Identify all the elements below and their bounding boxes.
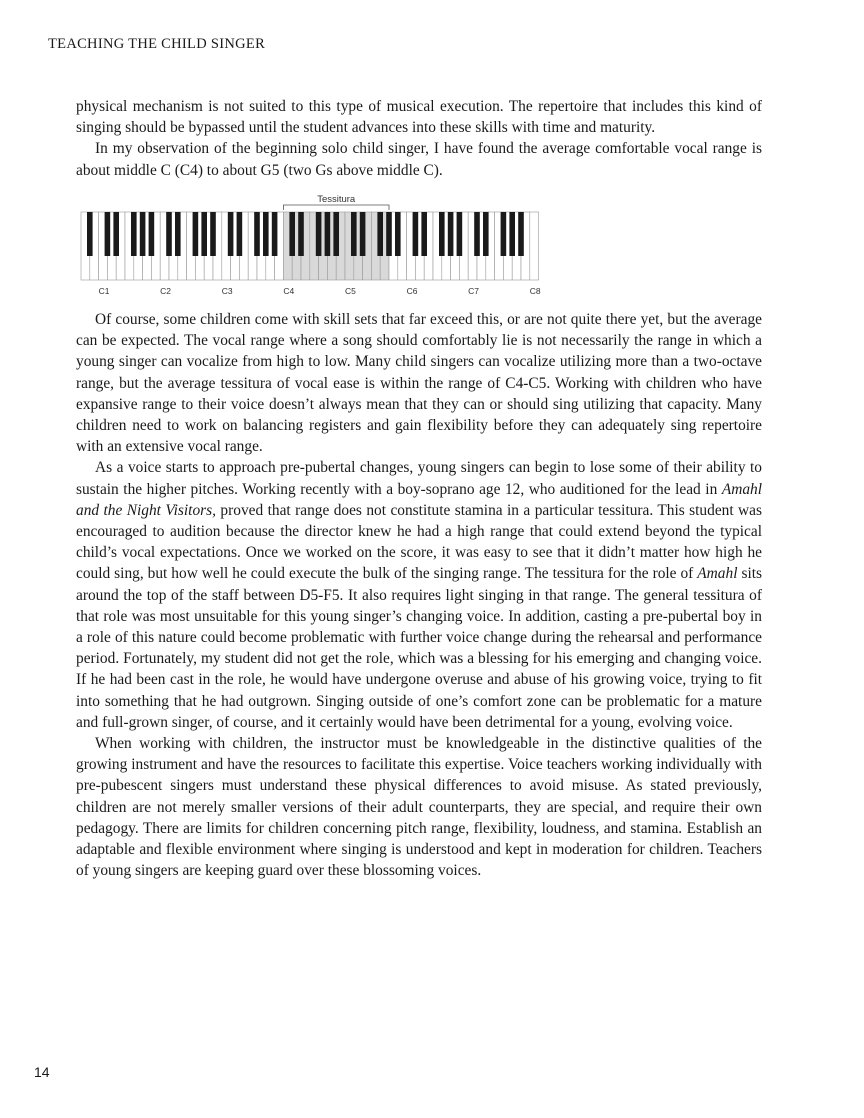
black-key (439, 212, 445, 256)
page-number: 14 (34, 1064, 50, 1080)
work-title: Amahl (697, 565, 738, 583)
running-head: TEACHING THE CHILD SINGER (48, 36, 266, 52)
work-title: Amahl and the Night Visitors, (76, 480, 762, 519)
black-key (351, 212, 357, 256)
black-key (105, 212, 111, 256)
black-key (131, 212, 137, 256)
black-key (237, 212, 243, 256)
black-key (325, 212, 331, 256)
octave-label-c3: C3 (221, 286, 233, 296)
black-key (201, 212, 207, 256)
black-key (457, 212, 463, 256)
tessitura-label: Tessitura (317, 194, 356, 205)
black-key (448, 212, 454, 256)
black-key (333, 212, 339, 256)
piano-keyboard-figure (80, 188, 760, 298)
black-key (518, 212, 524, 256)
black-key (386, 212, 392, 256)
octave-label-c5: C5 (344, 286, 356, 296)
black-key (228, 212, 234, 256)
octave-label-c1: C1 (98, 286, 110, 296)
body-text-bottom (76, 309, 762, 881)
black-key (316, 212, 322, 256)
text-run: As a voice starts to approach pre-pubertal changes, young singers can begin to lose some of their ability to sustain the higher pitches. Working recently with a boy-soprano age 12, who auditioned for the lead in (76, 459, 762, 498)
octave-label-c6: C6 (406, 286, 418, 296)
black-key (377, 212, 383, 256)
black-key (474, 212, 480, 256)
black-key (166, 212, 172, 256)
black-key (175, 212, 181, 256)
black-key (272, 212, 278, 256)
text-run: proved that range does not constitute stamina in a particular tessitura. This student was encouraged to audition because the director knew he had a high range that could extend beyond the typical child’s vocal expectations. Once we worked on the score, it was easy to see that it didn’t matter how high he could sing, but how well he could execute the bulk of the singing range. The tessitura for the role of (76, 501, 762, 583)
black-key (140, 212, 146, 256)
black-key (413, 212, 419, 256)
paragraph: When working with children, the instructor must be knowledgeable in the distinctive qualities of the growing instrument and have the resources to facilitate this expertise. Voice teachers working individually with pre-pubescent singers must understand these physical differences to avoid misuse. As stated previously, children are not merely smaller versions of their adult counterparts, they are special, and require their own pedagogy. There are limits for children concerning pitch range, flexibility, loudness, and stamina. Establish an adaptable and flexible environment where singing is understood and kept in moderation for children. Teachers of young singers are keeping guard over these blossoming voices. (76, 735, 762, 880)
body-text-top (76, 96, 762, 181)
paragraph: physical mechanism is not suited to this type of musical execution. The repertoire that includes this kind of singing should be bypassed until the student advances into these skills with time and maturity. (76, 98, 762, 137)
black-key (421, 212, 427, 256)
tessitura-bracket (283, 205, 389, 210)
black-key (483, 212, 489, 256)
black-key (113, 212, 119, 256)
black-key (509, 212, 515, 256)
paragraph: In my observation of the beginning solo child singer, I have found the average comfortable vocal range is about middle C (C4) to about G5 (two Gs above middle C). (76, 140, 762, 179)
octave-label-c2: C2 (160, 286, 172, 296)
paragraph: Of course, some children come with skill sets that far exceed this, or are not quite there yet, but the average can be expected. The vocal range where a song should comfortably lie is not necessarily the range in which a young singer can vocalize from high to low. Many child singers can vocalize utilizing more than a two-octave range, but the average tessitura of vocal ease is within the range of C4-C5. Working with children who have expansive range to their voice doesn’t always mean that they can or should sing utilizing that capacity. Many children need to work on balancing registers and gain flexibility before they can adequately sing repertoire with an extensive vocal range. (76, 311, 762, 456)
black-key (395, 212, 401, 256)
black-key (501, 212, 507, 256)
text-run: sits around the top of the staff between D5-F5. It also requires light singing in that range. The general tessitura of that role was most unsuitable for this young singer’s changing voice. In addition, casting a pre-pubertal boy in a role of this nature could become problematic with further voice change during the rehearsal and performance period. Fortunately, my student did not get the role, which was a blessing for his emerging and changing voice. If he had been cast in the role, he would have undergone overuse and abuse of his growing voice, trying to fit into something that he had outgrown. Singing outside of one’s comfort zone can be problematic for a mature and full-grown singer, of course, and it certainly would have been detrimental for a young, evolving voice. (76, 565, 762, 731)
black-key (87, 212, 93, 256)
octave-label-c4: C4 (283, 286, 295, 296)
white-key (530, 212, 539, 280)
tessitura-bracket-line (283, 205, 389, 210)
black-key (149, 212, 155, 256)
black-key (193, 212, 199, 256)
black-key (263, 212, 269, 256)
octave-label-c7: C7 (468, 286, 480, 296)
octave-label-c8: C8 (529, 286, 541, 296)
black-key (210, 212, 216, 256)
black-key (360, 212, 366, 256)
black-key (298, 212, 304, 256)
black-key (289, 212, 295, 256)
octave-labels (99, 286, 541, 296)
black-key (254, 212, 260, 256)
paragraph (76, 457, 762, 733)
